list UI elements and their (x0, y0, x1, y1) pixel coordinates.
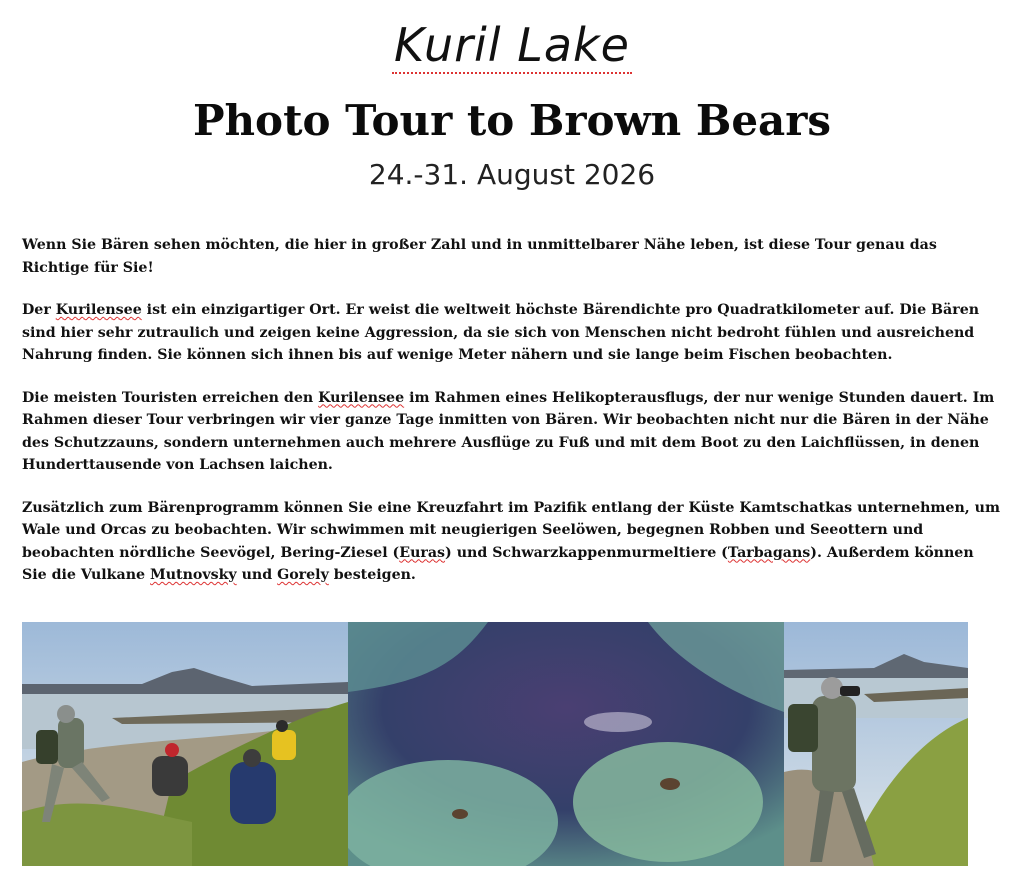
spellcheck-word: Tarbagans (727, 544, 811, 561)
photo-salmon-aerial (348, 622, 784, 866)
main-title: Photo Tour to Brown Bears (192, 96, 832, 145)
spellcheck-word: Kurilensee (55, 302, 142, 318)
photo-photographer-camera (784, 622, 968, 866)
spellcheck-word: Mutnovsky (150, 567, 237, 583)
paragraph-kurilensee: Der Kurilensee ist ein einzigartiger Ort. Er weist die weltweit höchste Bärendichte pro Quadratkilometer auf. Die Bären sind hier sehr zutraulich und zeigen keine Aggression, da sie sich von Menschen nicht bedroht fühlen und ausreichend Nahrung finden. Sie können sich ihnen bis auf wenige Meter nähern und sie lange beim Fischen beobachten. (22, 302, 980, 363)
script-title: Kuril Lake (394, 18, 630, 72)
paragraph-intro: Wenn Sie Bären sehen möchten, die hier in großer Zahl und in unmittelbarer Nähe leben, ist diese Tour genau das Richtige für Sie! (22, 237, 937, 276)
paragraph-extras: Zusätzlich zum Bärenprogramm können Sie eine Kreuzfahrt im Pazifik entlang der Küste Kamtschatkas unternehmen, um Wale und Orcas zu beobachten. Wir schwimmen mit neugierigen Seelöwen, begegnen Robben und Seeottern und beobachten nördliche Seevögel, Bering-Ziesel (Euras) und Schwarzkappenmurmeltiere (Tarbagans). Außerdem können Sie die Vulkane Mutnovsky und Gorely besteigen. (22, 499, 1000, 583)
paragraph-tour: Die meisten Touristen erreichen den Kurilensee im Rahmen eines Helikopterausflugs, der nur wenige Stunden dauert. Im Rahmen dieser Tour verbringen wir vier ganze Tage inmitten von Bären. Wir beobachten nicht nur die Bären in der Nähe des Schutzzauns, sondern unternehmen auch mehrere Ausflüge zu Fuß und mit dem Boot zu den Laichflüssen, in denen Hunderttausende von Lachsen laichen. (22, 389, 995, 473)
photo-photographers-shore (22, 622, 348, 866)
body-text (22, 234, 1002, 607)
spellcheck-word: Gorely (277, 567, 329, 583)
tour-date: 24.-31. August 2026 (368, 158, 656, 191)
spellcheck-word: Euras (399, 544, 446, 561)
photo-strip (22, 622, 968, 866)
spellcheck-word: Kurilensee (318, 389, 405, 406)
